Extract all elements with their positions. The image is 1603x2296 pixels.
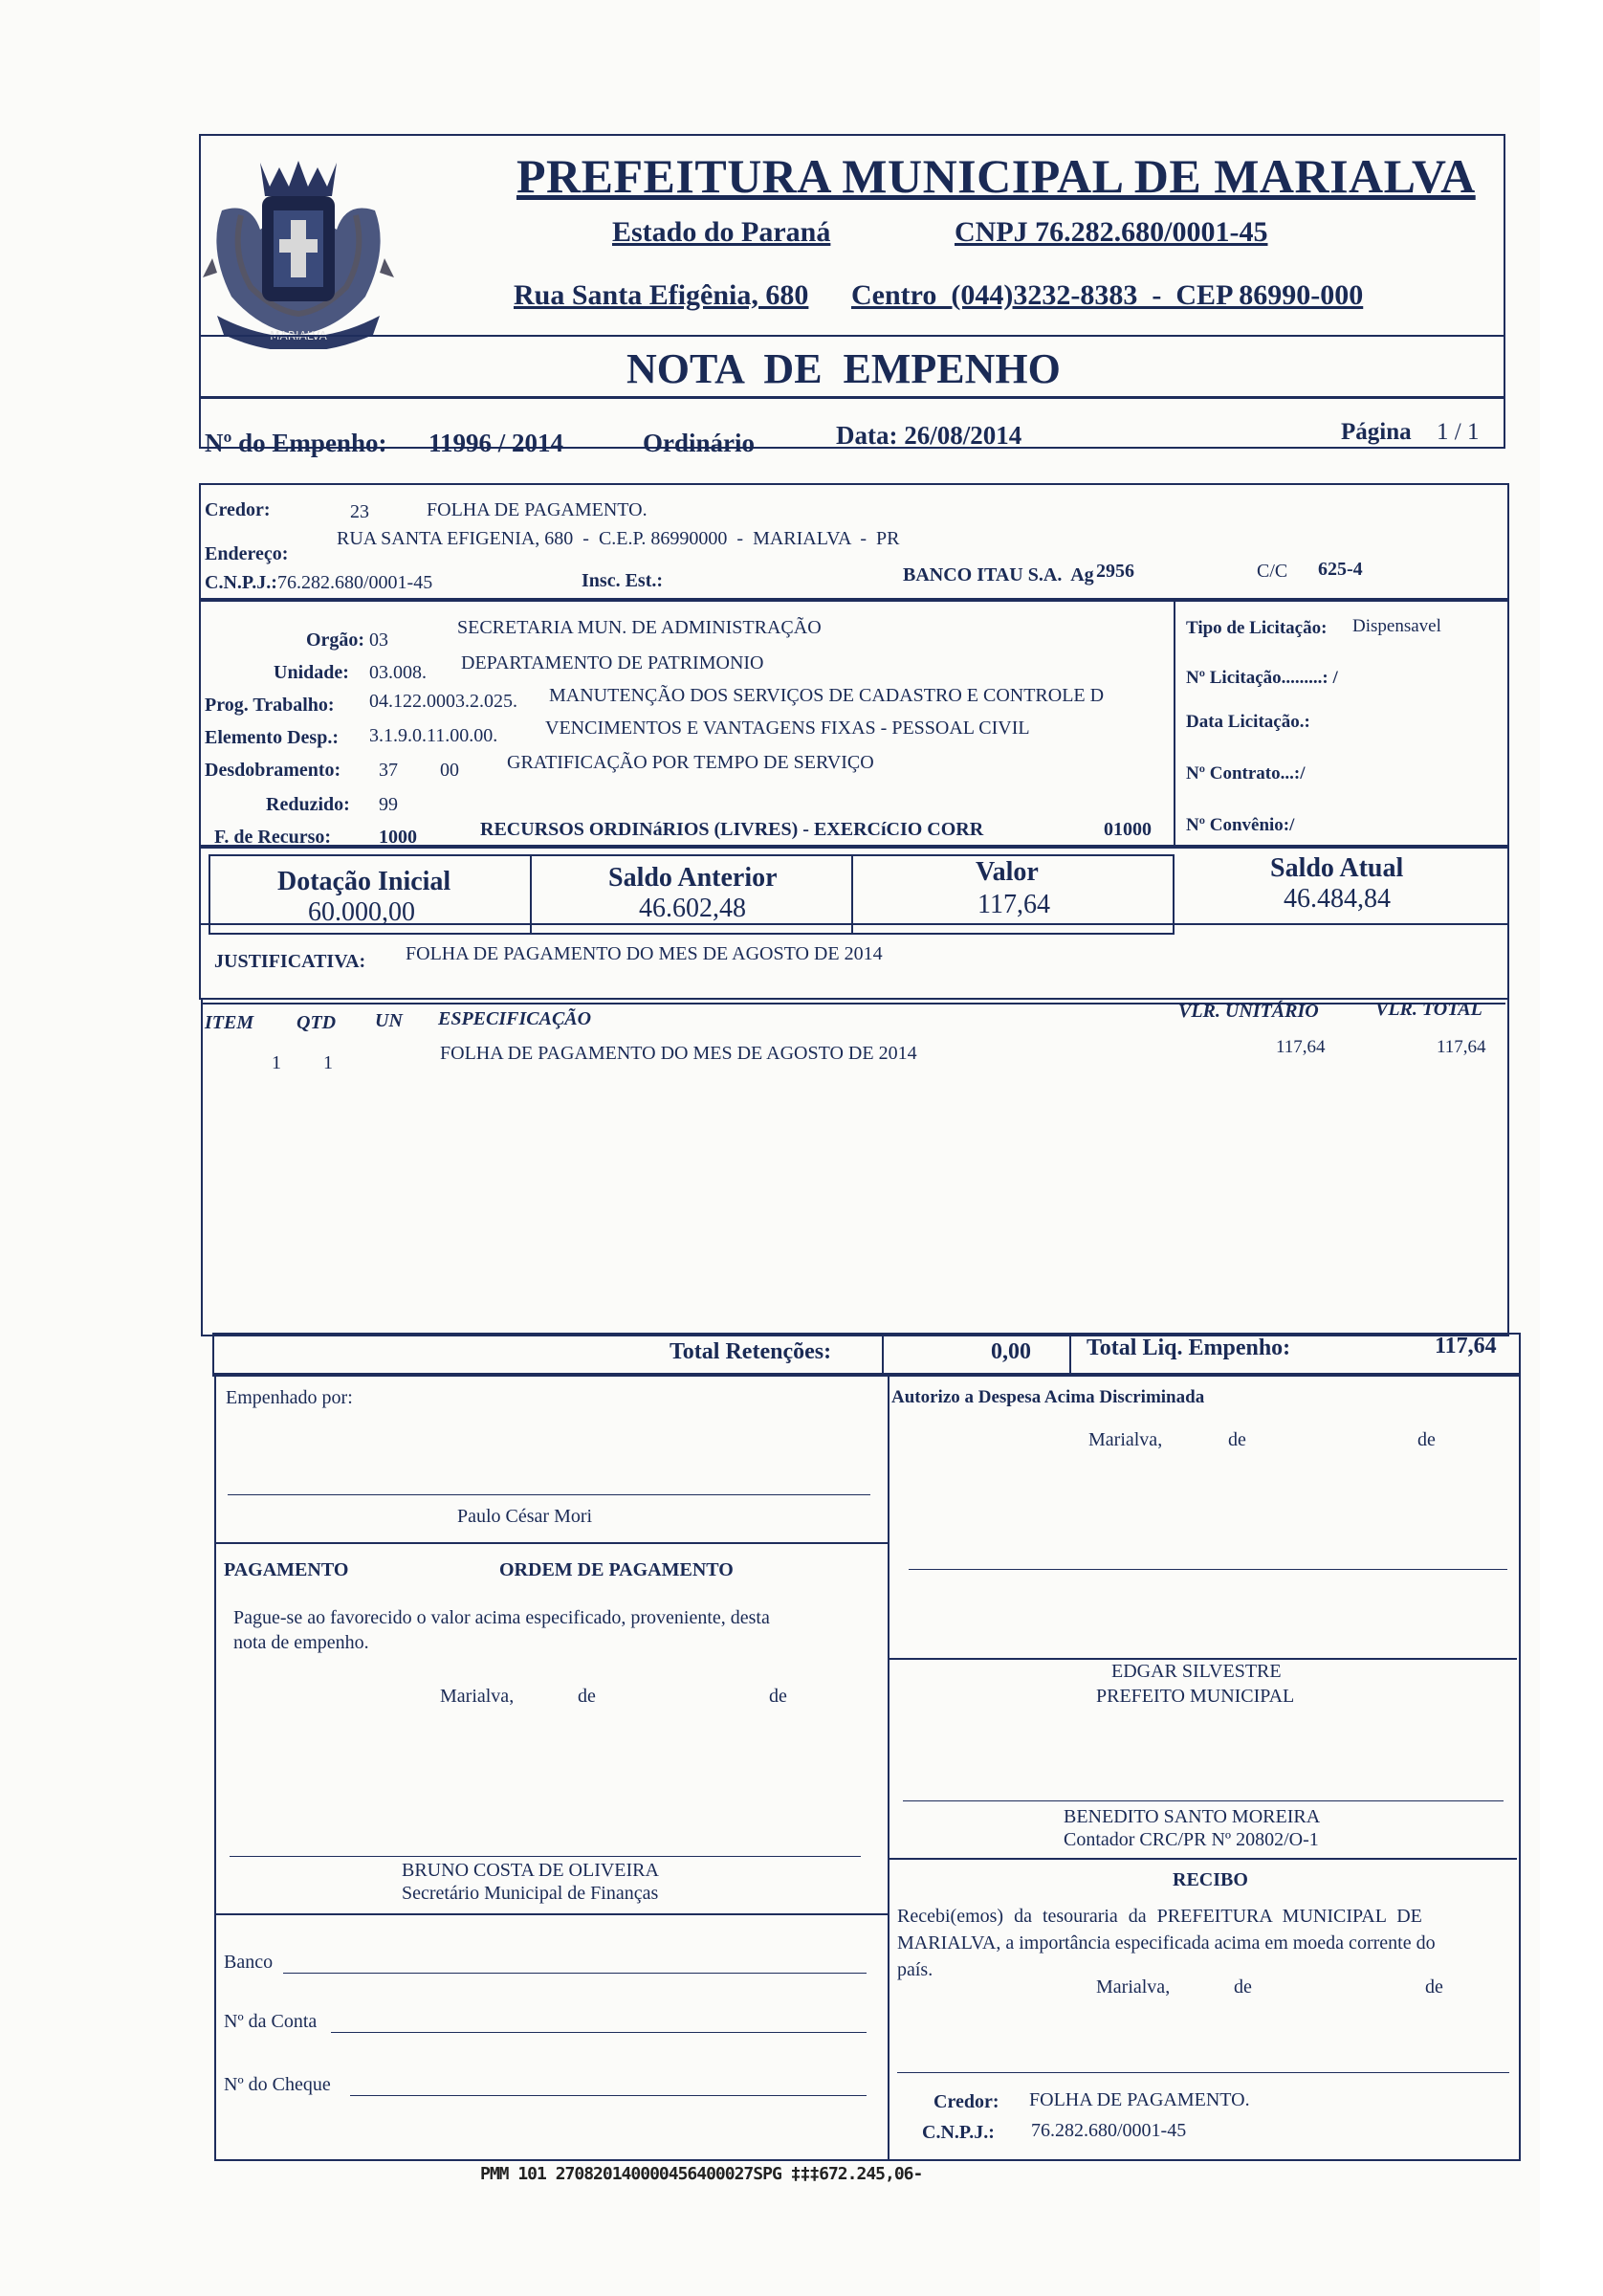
program-name: MANUTENÇÃO DOS SERVIÇOS DE CADASTRO E CONTROLE D bbox=[549, 685, 1105, 706]
accountant-name: BENEDITO SANTO MOREIRA bbox=[1064, 1806, 1321, 1827]
creditor-label: Credor: bbox=[205, 499, 271, 520]
value-label: Valor bbox=[976, 857, 1039, 887]
payment-label: PAGAMENTO bbox=[224, 1559, 349, 1580]
element-label: Elemento Desp.: bbox=[205, 727, 339, 748]
header-contact: Centro (044)3232-8383 - CEP 86990-000 bbox=[851, 279, 1364, 311]
payment-place: Marialva, bbox=[440, 1686, 515, 1707]
divider bbox=[1174, 598, 1175, 845]
state-registration-label: Insc. Est.: bbox=[582, 570, 664, 591]
committed-by-name: Paulo César Mori bbox=[457, 1506, 593, 1527]
cnpj-label: C.N.P.J.: bbox=[205, 572, 277, 593]
column-header-unit-value: VLR. UNITÁRIO bbox=[1178, 1001, 1319, 1022]
empenho-label: Nº do Empenho: bbox=[205, 429, 387, 457]
orgao-label: Orgão: bbox=[306, 629, 365, 651]
justification-text: FOLHA DE PAGAMENTO DO MES DE AGOSTO DE 2014 bbox=[406, 943, 883, 964]
justification-label: JUSTIFICATIVA: bbox=[214, 951, 366, 972]
bank-name: BANCO ITAU S.A. Ag bbox=[903, 564, 1094, 585]
municipality-title: PREFEITURA MUNICIPAL DE MARIALVA bbox=[516, 149, 1476, 203]
previous-balance-value: 46.602,48 bbox=[639, 894, 746, 923]
row-total-value: 117,64 bbox=[1437, 1037, 1486, 1057]
column-header-item: ITEM bbox=[205, 1012, 254, 1033]
row-specification: FOLHA DE PAGAMENTO DO MES DE AGOSTO DE 2014 bbox=[440, 1043, 917, 1064]
orgao-code: 03 bbox=[369, 629, 388, 651]
unidade-label: Unidade: bbox=[274, 662, 349, 683]
payment-date-of-2: de bbox=[769, 1686, 787, 1707]
receipt-text-3: país. bbox=[897, 1959, 933, 1980]
account-number: 625-4 bbox=[1318, 559, 1363, 580]
document-title: NOTA DE EMPENHO bbox=[626, 345, 1061, 392]
bidding-type: Dispensavel bbox=[1352, 616, 1441, 636]
initial-allocation-value: 60.000,00 bbox=[308, 897, 415, 927]
receipt-date-of-1: de bbox=[1234, 1976, 1252, 1998]
program-code: 04.122.0003.2.025. bbox=[369, 691, 517, 712]
empenho-date: Data: 26/08/2014 bbox=[836, 421, 1022, 450]
accountant-title: Contador CRC/PR Nº 20802/O-1 bbox=[1064, 1829, 1319, 1850]
totals-section bbox=[212, 1333, 1521, 1377]
row-item: 1 bbox=[272, 1052, 281, 1073]
resource-number: 01000 bbox=[1104, 819, 1152, 840]
authorization-date-of-1: de bbox=[1228, 1429, 1246, 1450]
bank-field-label: Banco bbox=[224, 1952, 274, 1973]
payment-order-label: ORDEM DE PAGAMENTO bbox=[499, 1559, 734, 1580]
receipt-creditor-label: Credor: bbox=[933, 2091, 999, 2112]
account-field-label: Nº da Conta bbox=[224, 2011, 318, 2032]
svg-text:MARIALVA: MARIALVA bbox=[270, 329, 327, 342]
committed-by-label: Empenhado por: bbox=[226, 1387, 353, 1408]
unidade-code: 03.008. bbox=[369, 662, 427, 683]
empenho-number: 11996 / 2014 bbox=[428, 429, 564, 457]
receipt-date-of-2: de bbox=[1425, 1976, 1443, 1998]
signature-line bbox=[228, 1494, 870, 1495]
mayor-name: EDGAR SILVESTRE bbox=[1111, 1661, 1282, 1682]
signature-line bbox=[903, 1800, 1504, 1801]
divider bbox=[199, 396, 1504, 399]
reduced-label: Reduzido: bbox=[266, 794, 350, 815]
column-header-quantity: QTD bbox=[296, 1012, 337, 1033]
divider bbox=[199, 335, 1504, 337]
net-total-value: 117,64 bbox=[1435, 1334, 1497, 1358]
signature-line bbox=[230, 1856, 861, 1857]
payment-instruction-2: nota de empenho. bbox=[233, 1632, 369, 1653]
divider bbox=[1069, 1333, 1071, 1373]
bank-agency: 2956 bbox=[1096, 561, 1134, 582]
bank-field-line[interactable] bbox=[283, 1973, 867, 1974]
element-code: 3.1.9.0.11.00.00. bbox=[369, 725, 498, 746]
contract-number: Nº Contrato...:/ bbox=[1186, 763, 1306, 784]
creditor-code: 23 bbox=[350, 501, 369, 522]
divider bbox=[888, 1373, 889, 2159]
reduced-code: 99 bbox=[379, 794, 398, 815]
divider bbox=[214, 1913, 888, 1915]
agreement-number: Nº Convênio:/ bbox=[1186, 815, 1295, 835]
receipt-text-1: Recebi(emos) da tesouraria da PREFEITURA MUNICIPAL DE bbox=[897, 1906, 1422, 1927]
coat-of-arms-logo bbox=[203, 144, 394, 349]
signature-line bbox=[909, 1569, 1507, 1570]
authorization-place: Marialva, bbox=[1088, 1429, 1163, 1450]
authorization-label: Autorizo a Despesa Acima Discriminada bbox=[891, 1387, 1205, 1407]
account-field-line[interactable] bbox=[331, 2032, 867, 2033]
current-balance-label: Saldo Atual bbox=[1270, 853, 1404, 883]
payment-date-of-1: de bbox=[578, 1686, 596, 1707]
mayor-title: PREFEITO MUNICIPAL bbox=[1096, 1686, 1295, 1707]
receipt-title: RECIBO bbox=[1173, 1869, 1248, 1890]
check-field-label: Nº do Cheque bbox=[224, 2074, 331, 2095]
machine-authentication-stamp: PMM 101 270820140000456400027SPG ‡‡‡672.245,06- bbox=[480, 2164, 923, 2184]
row-unit-value: 117,64 bbox=[1276, 1037, 1326, 1057]
breakdown-label: Desdobramento: bbox=[205, 760, 341, 781]
previous-balance-label: Saldo Anterior bbox=[608, 863, 778, 893]
withholdings-label: Total Retenções: bbox=[670, 1339, 832, 1364]
divider bbox=[888, 1658, 1517, 1660]
signature-line bbox=[897, 2072, 1509, 2073]
page-number: 1 / 1 bbox=[1437, 419, 1480, 445]
withholdings-value: 0,00 bbox=[991, 1339, 1031, 1364]
row-quantity: 1 bbox=[323, 1052, 333, 1073]
resource-code: 1000 bbox=[379, 827, 417, 848]
breakdown-name: GRATIFICAÇÃO POR TEMPO DE SERVIÇO bbox=[507, 752, 874, 773]
net-total-label: Total Liq. Empenho: bbox=[1087, 1336, 1291, 1360]
receipt-creditor-name: FOLHA DE PAGAMENTO. bbox=[1029, 2089, 1250, 2110]
secretary-name: BRUNO COSTA DE OLIVEIRA bbox=[402, 1860, 659, 1881]
header-address: Rua Santa Efigênia, 680 bbox=[514, 279, 809, 311]
receipt-cnpj-label: C.N.P.J.: bbox=[922, 2122, 995, 2143]
header-cnpj: CNPJ 76.282.680/0001-45 bbox=[955, 216, 1268, 248]
program-label: Prog. Trabalho: bbox=[205, 695, 335, 716]
address-label: Endereço: bbox=[205, 543, 289, 564]
signature-section bbox=[214, 1373, 1521, 2161]
value-amount: 117,64 bbox=[977, 890, 1050, 919]
divider bbox=[888, 1858, 1517, 1860]
creditor-name: FOLHA DE PAGAMENTO. bbox=[427, 499, 648, 520]
unidade-name: DEPARTAMENTO DE PATRIMONIO bbox=[461, 652, 764, 673]
divider bbox=[882, 1333, 884, 1373]
divider bbox=[214, 1542, 888, 1544]
breakdown-code-1: 37 bbox=[379, 760, 398, 781]
bidding-date: Data Licitação.: bbox=[1186, 712, 1310, 732]
element-name: VENCIMENTOS E VANTAGENS FIXAS - PESSOAL CIVIL bbox=[545, 718, 1030, 739]
resource-label: F. de Recurso: bbox=[214, 827, 332, 848]
state-name: Estado do Paraná bbox=[612, 216, 831, 248]
column-header-total-value: VLR. TOTAL bbox=[1375, 999, 1482, 1020]
current-balance-value: 46.484,84 bbox=[1284, 884, 1391, 914]
breakdown-code-2: 00 bbox=[440, 760, 459, 781]
bidding-number: Nº Licitação.........: / bbox=[1186, 668, 1338, 688]
receipt-text-2: MARIALVA, a importância especificada acima em moeda corrente do bbox=[897, 1932, 1436, 1954]
initial-allocation-label: Dotação Inicial bbox=[277, 867, 451, 896]
payment-instruction-1: Pague-se ao favorecido o valor acima especificado, proveniente, desta bbox=[233, 1607, 770, 1628]
authorization-date-of-2: de bbox=[1417, 1429, 1436, 1450]
check-field-line[interactable] bbox=[350, 2095, 867, 2096]
page-label: Página bbox=[1341, 419, 1412, 445]
receipt-place: Marialva, bbox=[1096, 1976, 1171, 1998]
column-header-unit: UN bbox=[375, 1010, 403, 1031]
column-header-specification: ESPECIFICAÇÃO bbox=[438, 1008, 592, 1029]
account-label: C/C bbox=[1257, 561, 1288, 582]
bidding-type-label: Tipo de Licitação: bbox=[1186, 618, 1328, 638]
creditor-cnpj: 76.282.680/0001-45 bbox=[277, 572, 433, 593]
resource-name: RECURSOS ORDINáRIOS (LIVRES) - EXERCíCIO CORR bbox=[480, 819, 984, 840]
secretary-title: Secretário Municipal de Finanças bbox=[402, 1883, 659, 1904]
page-margin bbox=[1540, 0, 1603, 2296]
orgao-name: SECRETARIA MUN. DE ADMINISTRAÇÃO bbox=[457, 617, 822, 638]
creditor-address: RUA SANTA EFIGENIA, 680 - C.E.P. 86990000 - MARIALVA - PR bbox=[337, 528, 900, 549]
empenho-type: Ordinário bbox=[643, 429, 756, 457]
receipt-cnpj: 76.282.680/0001-45 bbox=[1031, 2120, 1187, 2141]
